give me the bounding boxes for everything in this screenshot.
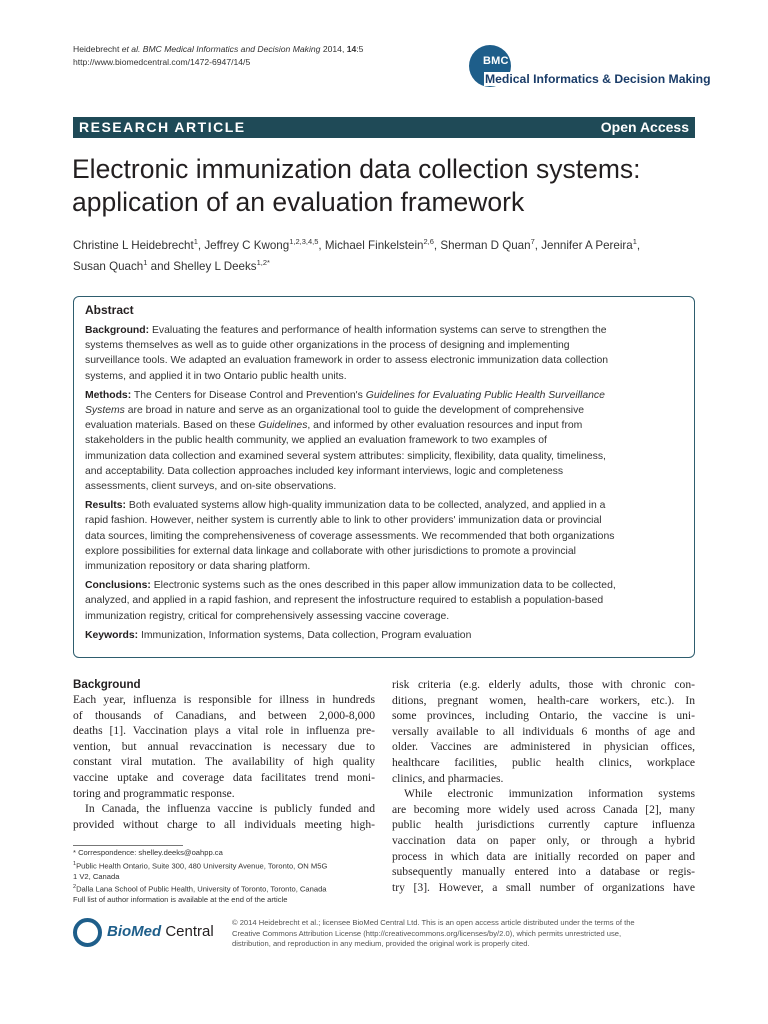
publisher-name: BioMed Central xyxy=(107,923,214,940)
affiliation-note: $^2$Dalla Lana School of Public Health, University of Toronto, Toronto, Canada xyxy=(73,884,327,894)
citation-year: 2014, xyxy=(320,44,347,54)
keywords-label: Keywords: xyxy=(85,629,139,641)
article-type-label: RESEARCH ARTICLE xyxy=(79,119,246,135)
citation-etal: et al. xyxy=(121,44,141,54)
open-access-label: Open Access xyxy=(600,119,689,135)
abstract-methods: Methods: The Centers for Disease Control and Prevention's Guidelines for Evaluating Public Health Surveillance Systems are broad in nature and serve as an organizational tool to guide the development of comprehensive evaluation materials. Based on these Guidelines, and informed by other evaluation resources and input from stakeholders in the public health community, we applied an evaluation framework to two examples of immunization data collection and examined several system attributes: simplicity, flexibility, data quality, timeliness, and acceptability. Data collection approaches included key informant interviews, logic and completeness assessments, client surveys, and on-site observations. xyxy=(85,389,606,493)
author-affiliation: 2,6 xyxy=(423,237,434,246)
author-affiliation: 7 xyxy=(530,237,535,246)
journal-logo xyxy=(469,45,711,91)
license-statement: © 2014 Heidebrecht et al.; licensee BioMed Central Ltd. This is an open access article distributed under the terms of the Creative Commons Attribution License (http://creativecommons.org/licenses/by/2.0), which permits unrestricted use, distribution, and reproduction in any medium, provided the original work is properly cited. xyxy=(232,918,635,949)
correspondence-note[interactable]: * Correspondence: shelley.deeks@oahpp.ca xyxy=(73,848,223,857)
author-info-note: Full list of author information is available at the end of the article xyxy=(73,895,288,905)
article-type-banner xyxy=(73,117,695,138)
publisher-logo-circle-icon xyxy=(73,918,102,947)
author-name: Shelley L Deeks xyxy=(173,259,257,273)
body-paragraph: Each year, influenza is responsible for illness in hundreds of thousands of Canadians, and between 2,000-8,000 deaths [1]. Vaccination plays a vital role in influenza pre- vention, but annual revaccination is necessary due to constant viral mutation. The availability of high quality vaccine uptake and coverage data facilitates trend moni- toring and programmatic response. xyxy=(73,693,375,800)
author-name: Jennifer A Pereira xyxy=(541,238,633,252)
article-citation xyxy=(73,43,363,69)
author-line: Susan Quach$^1$ and Shelley L Deeks$^{1,2*}$ xyxy=(73,257,270,273)
body-paragraph: risk criteria (e.g. elderly adults, those with chronic con- ditions, pregnant women, health-care workers, etc.). In some provinces, including Ontario, the vaccine is uni- versally available to all individuals 6 months of age and older. Vaccines are administered in physician offices, healthcare facilities, public health clinics, workplace clinics, and pharmacies. xyxy=(392,678,695,785)
abstract-keywords: Keywords: Immunization, Information systems, Data collection, Program evaluation xyxy=(85,629,472,641)
abstract-conclusions: Conclusions: Electronic systems such as the ones described in this paper allow immunization data to be collected, analyzed, and applied in a rapid fashion, and represent the infostructure required to establish a population-based immunization registry, critical for comprehensively assessing vaccine coverage. xyxy=(85,580,616,622)
journal-logo-name: Medical Informatics & Decision Making xyxy=(485,72,711,86)
author-affiliation: 1,2,3,4,5 xyxy=(289,237,319,246)
author-name: Christine L Heidebrecht xyxy=(73,238,194,252)
citation-volume: 14 xyxy=(346,44,357,54)
body-column-left xyxy=(73,677,375,832)
author-name: Sherman D Quan xyxy=(440,238,531,252)
author-line: Christine L Heidebrecht$^1$, Jeffrey C Kwong$^{1,2,3,4,5}$, Michael Finkelstein$^{2,6}$, Sherman D Quan$^7$, Jennifer A Pereira$^1$, xyxy=(73,237,641,252)
footnote-divider xyxy=(73,845,183,846)
author-name: Jeffrey C Kwong xyxy=(204,238,290,252)
body-column-right xyxy=(392,677,695,895)
body-paragraph: In Canada, the influenza vaccine is publicly funded and provided without charge to all individuals meeting high- xyxy=(73,802,375,831)
background-label: Background: xyxy=(85,325,150,336)
article-url[interactable]: http://www.biomedcentral.com/1472-6947/14/5 xyxy=(73,57,251,67)
section-heading-background: Background xyxy=(73,678,141,691)
footnotes: * Correspondence: shelley.deeks@oahpp.ca $^1$Public Health Ontario, Suite 300, 480 University Avenue, Toronto, ON M5G 1 V2, Canada $^2$Dalla Lana School of Public Health, University of Toronto, Toronto, Canada Full list of author information is available at the end of the article xyxy=(73,848,375,906)
author-affiliation: 1 xyxy=(143,257,148,267)
results-label: Results: xyxy=(85,500,126,512)
title-line: Electronic immunization data collection systems: xyxy=(72,154,641,184)
abstract-box xyxy=(73,296,695,658)
author-affiliation: 1,2* xyxy=(256,257,270,267)
publisher-logo xyxy=(73,918,223,948)
abstract-background: Background: Evaluating the features and performance of health information systems can serve to strengthen the systems themselves as well as to guide other organizations in the process of designing and implementing surveillance tools. We adapted an evaluation framework in order to assess electronic immunization data collection systems, and applied it in two Ontario public health units. xyxy=(85,325,609,382)
body-paragraph: While electronic immunization information systems are becoming more widely used across Canada [2], many public health jurisdictions currently capture influenza vaccination data on paper only, or through a hybrid process in which data are initially recorded on paper and subsequently manually entered into a database or regis- try [3]. However, a small number of organizations have xyxy=(392,787,695,894)
author-list xyxy=(73,233,703,275)
citation-authors: Heidebrecht xyxy=(73,44,122,54)
author-name: Susan Quach xyxy=(73,259,144,273)
abstract-heading: Abstract xyxy=(85,303,134,317)
title-line: application of an evaluation framework xyxy=(72,187,525,217)
citation-journal: BMC Medical Informatics and Decision Making xyxy=(140,44,321,54)
author-affiliation: 1 xyxy=(193,237,198,246)
citation-issue: :5 xyxy=(356,44,364,54)
affiliation-note: $^1$Public Health Ontario, Suite 300, 480 University Avenue, Toronto, ON M5G xyxy=(73,860,328,871)
conclusions-label: Conclusions: xyxy=(85,580,151,592)
methods-label: Methods: xyxy=(85,389,132,401)
journal-logo-short: BMC xyxy=(483,55,509,67)
citation-line xyxy=(73,43,363,56)
article-title xyxy=(72,153,712,219)
author-name: Michael Finkelstein xyxy=(324,238,424,252)
abstract-results: Results: Both evaluated systems allow high-quality immunization data to be collected, analyzed, and applied in a rapid fashion. However, neither system is currently able to link to other providers' immunization data or provincial data sources, limiting the comprehensiveness of coverage assessments. We recommended that both organizations explore possibilities for external data linkage and collaborate with other jurisdictions to promote a provincial immunization repository or data sharing platform. xyxy=(85,500,615,573)
author-affiliation: 1 xyxy=(632,237,637,246)
